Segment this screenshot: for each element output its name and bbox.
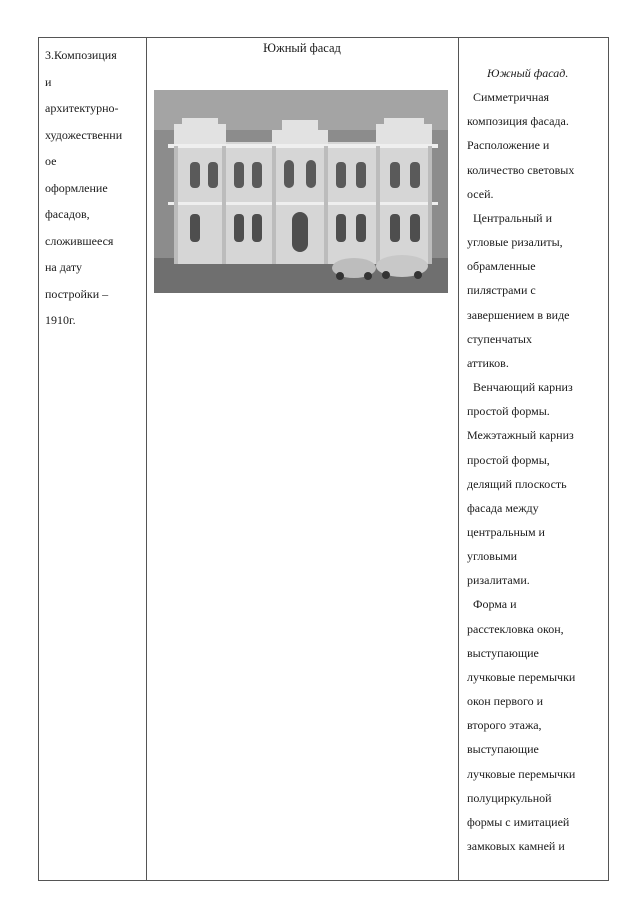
criterion-line: архитектурно- [45,101,119,115]
description-line: фасада между [467,500,539,515]
description-line: угловыми [467,549,518,564]
description-line: выступающие [467,645,539,660]
description-line: завершением в виде [467,307,570,322]
description-line: простой формы, [467,452,550,467]
description-line: делящий плоскость [467,476,567,491]
column-divider-2 [458,38,459,880]
criterion-line: фасадов, [45,207,90,221]
criterion-line: постройки – [45,286,109,301]
description-line: Межэтажный карниз [467,428,574,443]
document-table [38,37,609,881]
description-line: пилястрами с [467,283,536,298]
description-line: обрамленные [467,259,536,274]
criterion-line: 3.Композиция [45,48,117,62]
criterion-line: художественни [45,127,123,142]
photo-caption: Южный фасад [263,41,341,55]
description-line: второго этажа, [467,718,542,733]
description-line: количество световых [467,162,575,177]
description-line: Расположение и [467,138,550,153]
description-line: лучковые перемычки [467,669,576,684]
description-line: аттиков. [467,355,509,370]
description-line: центральным и [467,524,545,539]
description-heading: Южный фасад. [487,66,569,80]
description-line: формы с имитацией [467,814,570,829]
criterion-line: 1910г. [45,313,76,327]
description-line: осей. [467,186,494,201]
description-line: ступенчатых [467,331,532,346]
description-line: угловые ризалиты, [467,235,563,250]
description-line: Форма и [473,597,517,612]
criterion-line: оформление [45,180,108,195]
description-line: выступающие [467,742,539,757]
description-line: расстекловка окон, [467,621,564,636]
criterion-line: и [45,74,52,89]
criterion-column [45,42,145,334]
criterion-line: сложившееся [45,233,114,248]
description-line: замковых камней и [467,839,565,853]
description-line: простой формы. [467,404,550,419]
criterion-line: ое [45,154,57,168]
description-line: Центральный и [473,210,553,225]
facade-photo [154,90,448,293]
criterion-line: на дату [45,260,82,274]
column-divider-1 [146,38,147,880]
description-line: ризалитами. [467,573,530,588]
description-line: Венчающий карниз [473,380,573,395]
description-line: полуциркульной [467,790,552,805]
description-line: окон первого и [467,694,544,709]
description-line: лучковые перемычки [467,766,576,781]
description-line: композиция фасада. [467,114,569,129]
description-line: Симметричная [473,90,550,105]
description-column [467,61,607,858]
